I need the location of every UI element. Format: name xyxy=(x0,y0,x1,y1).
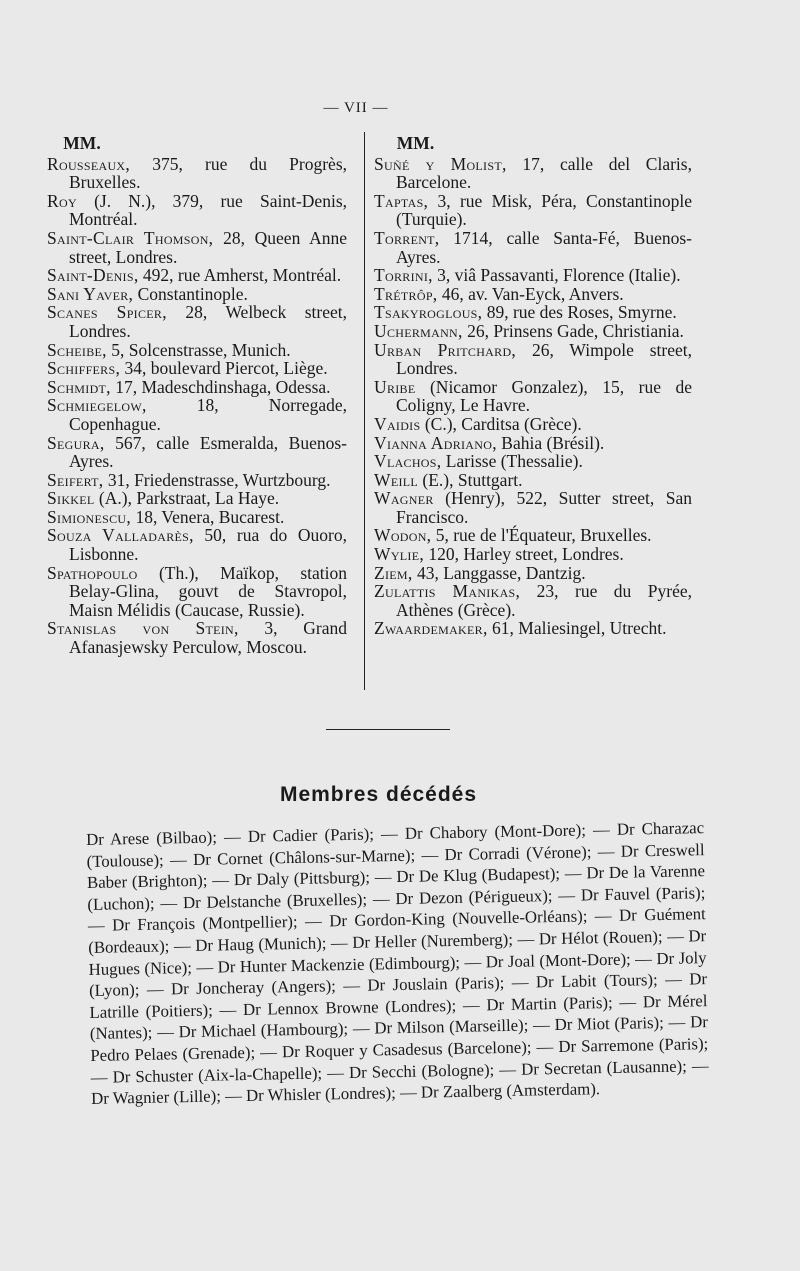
member-name: Saint-Clair Thomson, xyxy=(47,227,214,248)
member-entry xyxy=(374,471,692,490)
member-entry xyxy=(47,619,347,656)
member-entry xyxy=(374,192,692,229)
member-name: Urban Pritchard, xyxy=(374,339,517,360)
member-entry xyxy=(47,489,347,508)
member-address: (C.), Carditsa (Grèce). xyxy=(420,413,582,434)
member-name: Stanislas von Stein, xyxy=(47,618,239,639)
member-address: 5, Solcenstrasse, Munich. xyxy=(106,339,291,360)
member-entry xyxy=(47,434,347,471)
member-name: Spathopoulo xyxy=(47,562,138,583)
member-entry xyxy=(47,303,347,340)
member-entry xyxy=(374,229,692,266)
member-entry xyxy=(47,285,347,304)
member-name: Weill xyxy=(374,469,419,490)
member-address: Constantinople. xyxy=(133,283,248,304)
member-entry xyxy=(374,489,692,526)
member-entry xyxy=(374,285,692,304)
member-entry xyxy=(374,378,692,415)
member-address: 28, Welbeck street, Londres. xyxy=(69,302,347,341)
member-name: Scanes Spicer, xyxy=(47,302,167,323)
member-name: Scheibe, xyxy=(47,339,107,360)
member-name: Wylie, xyxy=(374,544,425,565)
member-address: (Henry), 522, Sutter street, San Francisco. xyxy=(396,488,692,527)
member-address: (J. N.), 379, rue Saint-Denis, Montréal. xyxy=(69,190,347,230)
member-entry xyxy=(47,229,347,266)
member-address: 18, Norregade, Copenhague. xyxy=(69,395,347,434)
member-entry xyxy=(374,415,692,434)
member-name: Segura, xyxy=(47,432,105,453)
member-name: Vlachos, xyxy=(374,451,442,472)
member-name: Ziem, xyxy=(374,562,413,583)
member-address: 28, Queen Anne street, Londres. xyxy=(69,227,347,267)
member-entry xyxy=(47,359,347,378)
member-address: 89, rue des Roses, Smyrne. xyxy=(482,302,677,323)
member-entry xyxy=(374,526,692,545)
member-address: (Th.), Maïkop, station Belay-Glina, gouvt de Stavropol, Maisn Mélidis (Caucase, Russie). xyxy=(69,562,347,620)
member-entry xyxy=(374,452,692,471)
member-address: 61, Maliesingel, Utrecht. xyxy=(487,618,667,639)
member-address: 26, Wimpole street, Londres. xyxy=(396,339,692,379)
member-name: Seifert, xyxy=(47,469,104,490)
member-entry xyxy=(47,155,347,192)
left-entry-list xyxy=(47,155,347,657)
member-name: Suñé y Molist, xyxy=(374,153,507,174)
member-name: Sani Yaver, xyxy=(47,283,134,304)
member-address: 17, calle del Claris, Barcelone. xyxy=(396,153,692,193)
member-name: Trétrôp, xyxy=(374,283,438,304)
member-entry xyxy=(374,582,692,619)
member-address: 5, rue de l'Équateur, Bruxelles. xyxy=(431,525,652,546)
member-address: 34, boulevard Piercot, Liège. xyxy=(120,358,328,379)
member-name: Schmiegelow, xyxy=(47,395,147,416)
member-address: 46, av. Van-Eyck, Anvers. xyxy=(437,283,624,304)
member-address: 18, Venera, Bucarest. xyxy=(131,506,285,527)
member-name: Zulattis Manikas, xyxy=(374,581,521,602)
left-column xyxy=(47,134,347,657)
member-entry xyxy=(374,564,692,583)
member-entry xyxy=(47,508,347,527)
member-entry xyxy=(47,266,347,285)
member-entry xyxy=(47,564,347,620)
left-column-header: MM. xyxy=(63,133,101,153)
member-name: Uchermann, xyxy=(374,320,463,341)
member-name: Zwaardemaker, xyxy=(374,618,488,639)
member-address: 1714, calle Santa-Fé, Buenos-Ayres. xyxy=(396,227,692,267)
member-address: 120, Harley street, Londres. xyxy=(424,544,624,565)
section-title: Membres décédés xyxy=(279,783,478,806)
member-name: Rousseaux, xyxy=(47,153,131,174)
member-address: 31, Friedenstrasse, Wurtzbourg. xyxy=(103,469,331,490)
member-address: (Nicamor Gonzalez), 15, rue de Coligny, Le Havre. xyxy=(396,376,692,416)
member-address: 17, Madeschdinshaga, Odessa. xyxy=(110,376,331,397)
member-name: Vianna Adriano, xyxy=(374,432,497,453)
member-entry xyxy=(374,303,692,322)
member-address: 50, rua do Ouoro, Lisbonne. xyxy=(69,525,347,565)
member-entry xyxy=(47,378,347,397)
member-address: 3, viâ Passavanti, Florence (Italie). xyxy=(432,265,681,286)
member-address: 375, rue du Progrès, Bruxelles. xyxy=(69,153,347,193)
member-name: Taptas, xyxy=(374,190,429,211)
section-rule xyxy=(326,729,450,730)
member-entry xyxy=(47,526,347,563)
member-address: Bahia (Brésil). xyxy=(496,432,605,453)
member-name: Torrini, xyxy=(374,265,433,286)
member-name: Saint-Denis, xyxy=(47,265,139,286)
member-name: Wagner xyxy=(374,488,434,509)
member-name: Uribe xyxy=(374,376,416,397)
right-column xyxy=(374,134,692,638)
member-name: Simionescu, xyxy=(47,506,132,527)
member-address: 3, Grand Afanasjewsky Perculow, Moscou. xyxy=(69,618,347,658)
member-name: Schiffers, xyxy=(47,358,121,379)
member-address: (E.), Stuttgart. xyxy=(418,469,523,490)
member-name: Souza Valladarès, xyxy=(47,525,194,546)
member-address: 567, calle Esmeralda, Buenos-Ayres. xyxy=(69,432,347,472)
member-name: Sikkel xyxy=(47,488,95,509)
member-entry xyxy=(374,266,692,285)
column-divider xyxy=(364,132,365,690)
member-address: 43, Langgasse, Dantzig. xyxy=(412,562,586,583)
member-name: Torrent, xyxy=(374,227,440,248)
member-name: Roy xyxy=(47,190,77,211)
member-entry xyxy=(374,322,692,341)
right-column-header: MM. xyxy=(396,133,435,153)
member-name: Vaidis xyxy=(374,413,421,434)
member-entry xyxy=(47,396,347,433)
member-name: Tsakyroglous, xyxy=(374,302,483,323)
right-entry-list xyxy=(374,155,692,638)
member-address: 492, rue Amherst, Montréal. xyxy=(138,265,342,286)
member-entry xyxy=(374,434,692,453)
member-address: 3, rue Misk, Péra, Constantinople (Turquie). xyxy=(396,190,692,230)
member-address: 23, rue du Pyrée, Athènes (Grèce). xyxy=(396,581,692,620)
member-entry xyxy=(47,471,347,490)
member-name: Wodon, xyxy=(374,525,432,546)
member-address: Larisse (Thessalie). xyxy=(441,451,583,472)
member-entry xyxy=(374,155,692,192)
member-name: Schmidt, xyxy=(47,376,111,397)
page-number: — VII — xyxy=(323,100,389,116)
member-address: 26, Prinsens Gade, Christiania. xyxy=(462,320,684,341)
member-entry xyxy=(374,619,692,638)
member-entry xyxy=(374,341,692,378)
member-entry xyxy=(374,545,692,564)
deceased-members-paragraph: Dr Arese (Bilbao); — Dr Cadier (Paris); — Dr Chabory (Mont-Dore); — Dr Charazac (Toulouse); — Dr Cornet (Châlons-sur-Marne); — Dr Corradi (Vérone); — Dr Creswell Baber (Brighton); — Dr Daly (Pittsburg); — Dr De Klug (Budapest); — Dr De la Varenne (Luchon); — Dr Delstanche (Bruxelles); — Dr Dezon (Périgueux); — Dr Fauvel (Paris); — Dr François (Montpellier); — Dr Gordon-King (Nouvelle-Orléans); — Dr Guément (Bordeaux); — Dr Haug (Munich); — Dr Heller (Nuremberg); — Dr Hélot (Rouen); — Dr Hugues (Nice); — Dr Hunter Mackenzie (Edimbourg); — Dr Joal (Mont-Dore); — Dr Joly (Lyon); — Dr Joncheray (Angers); — Dr Jouslain (Paris); — Dr Labit (Tours); — Dr Latrille (Poitiers); — Dr Lennox Browne (Londres); — Dr Martin (Paris); — Dr Mérel (Nantes); — Dr Michael (Hambourg); — Dr Milson (Marseille); — Dr Miot (Paris); — Dr Pedro Pelaes (Grenade); — Dr Roquer y Casadesus (Barcelone); — Dr Sarremone (Paris); — Dr Schuster (Aix-la-Chapelle); — Dr Secchi (Bologne); — Dr Secretan (Lausanne); — Dr Wagnier (Lille); — Dr Whisler (Londres); — Dr Zaalberg (Amsterdam). xyxy=(86,818,709,1109)
member-entry xyxy=(47,192,347,229)
member-address: (A.), Parkstraat, La Haye. xyxy=(94,488,280,509)
member-entry xyxy=(47,341,347,360)
